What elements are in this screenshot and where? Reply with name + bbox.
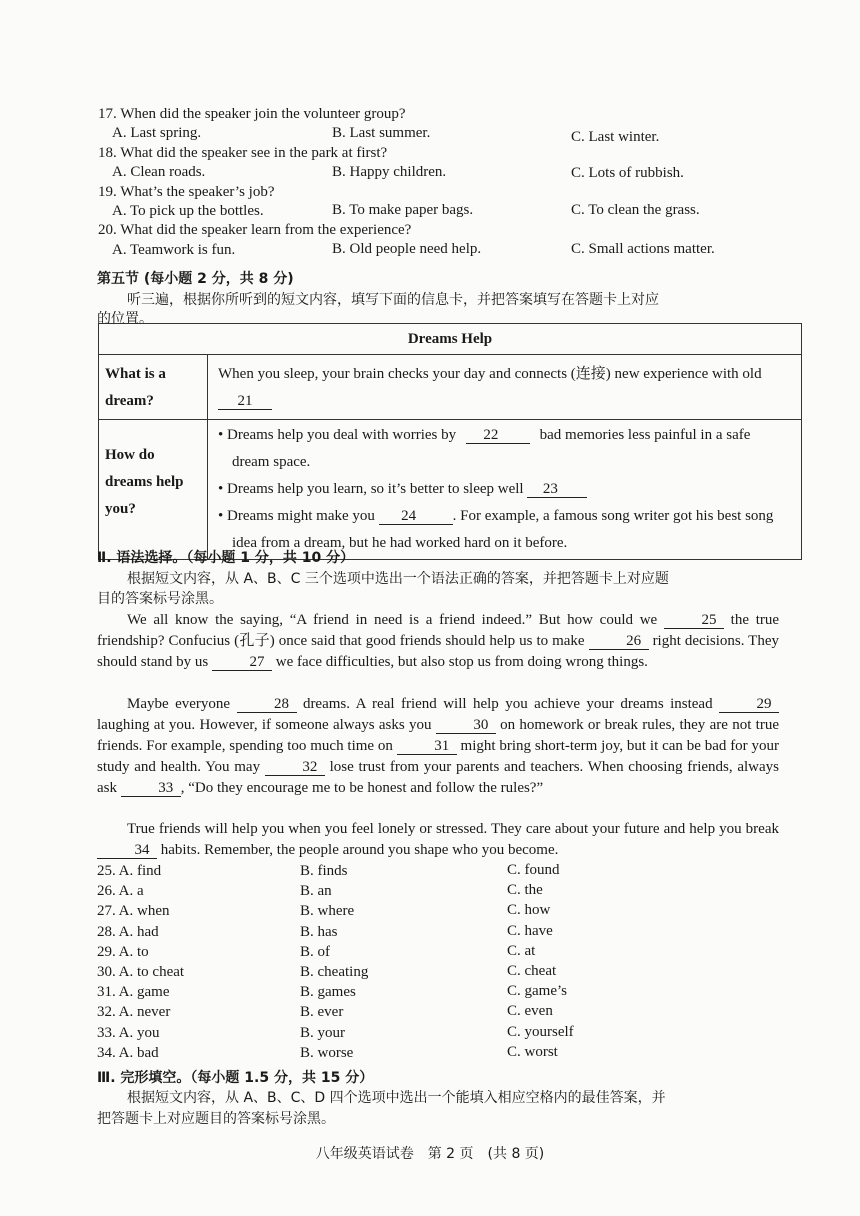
blank-34: 34 xyxy=(97,843,157,859)
option-29-a: 29. A. to xyxy=(97,943,149,960)
option-33-a: 33. A. you xyxy=(97,1024,160,1041)
option-31-a: 31. A. game xyxy=(97,984,170,1001)
section5-instruction-line2: 的位置。 xyxy=(97,311,153,327)
option-33-b: B. your xyxy=(300,1024,345,1041)
cloze-instruction-line1: 根据短文内容，从 A、B、C、D 四个选项中选出一个能填入相应空格内的最佳答案，并 xyxy=(127,1090,666,1106)
option-29-b: B. of xyxy=(300,943,330,960)
row1-heading: What is a dream? xyxy=(99,355,208,420)
dreams-help-table xyxy=(98,323,802,560)
blank-26: 26 xyxy=(589,634,649,650)
option-33-c: C. yourself xyxy=(507,1023,574,1040)
bullet-2: • Dreams help you learn, so it’s better to sleep well 23 xyxy=(218,476,791,503)
grammar-paragraph-1: We all know the saying, “A friend in need is a friend indeed.” But how could we 25 the true friendship? Confucius (孔子) once said that good friends should help us to make 26 right decisions. They should stand by us 27 we face difficulties, but also stop us from doing wrong things. xyxy=(97,612,780,670)
bullet-3: • Dreams might make you 24 . For example, a famous song writer got his best song idea from a dream, but he had worked hard on it before. xyxy=(218,508,774,551)
option-30-b: B. cheating xyxy=(300,964,369,981)
option-26-a: 26. A. a xyxy=(97,883,144,900)
cloze-instruction-line2: 把答题卡上对应题目的答案标号涂黑。 xyxy=(97,1111,335,1127)
question-20-stem: 20. What did the speaker learn from the experience? xyxy=(98,222,412,238)
option-25-a: 25. A. find xyxy=(97,863,162,879)
row1-text: When you sleep, your brain checks your day and connects (连接) new experience with old xyxy=(218,366,762,382)
blank-32: 32 xyxy=(265,760,325,776)
question-17-option-a: A. Last spring. xyxy=(112,125,202,141)
option-29-c: C. at xyxy=(507,942,536,959)
question-17-option-c: C. Last winter. xyxy=(571,129,660,145)
blank-33: 33 xyxy=(121,781,181,797)
option-30-c: C. cheat xyxy=(507,963,557,980)
grammar-paragraph-2: Maybe everyone 28 dreams. A real friend will help you achieve your dreams instead 29 laughing at you. However, if someone always asks you 30 on homework or break rules, they are not true friends. For example, spending too much time on 31 might bring short-term joy, but it can be bad for your study and health. You may 32 lose trust from your parents and teachers. When choosing friends, always ask 33 , “Do they encourage me to be honest and follow the rules?” xyxy=(97,696,779,796)
section5-instruction-line1: 听三遍，根据你所听到的短文内容，填写下面的信息卡，并把答案填写在答题卡上对应 xyxy=(127,292,659,308)
question-20-option-a: A. Teamwork is fun. xyxy=(112,242,236,258)
option-31-b: B. games xyxy=(300,984,356,1001)
option-26-c: C. the xyxy=(507,882,543,899)
blank-22: 22 xyxy=(466,427,530,444)
grammar-paragraph-3: True friends will help you when you feel lonely or stressed. They care about your future and help you break 34 habits. Remember, the people around you shape who you become. xyxy=(97,819,779,861)
option-27-b: B. where xyxy=(300,903,355,920)
option-25-b: B. finds xyxy=(300,863,348,879)
question-19-stem: 19. What’s the speaker’s job? xyxy=(98,184,275,200)
question-17-option-b: B. Last summer. xyxy=(332,125,431,141)
option-34-b: B. worse xyxy=(300,1044,354,1061)
question-19-option-a: A. To pick up the bottles. xyxy=(112,203,264,219)
question-18-option-b: B. Happy children. xyxy=(332,164,447,180)
section5-heading: 第五节 (每小题 2 分，共 8 分) xyxy=(97,271,294,287)
question-18-option-a: A. Clean roads. xyxy=(112,164,206,180)
options-column-a xyxy=(97,861,184,1063)
option-25-c: C. found xyxy=(507,862,560,878)
bullet-1: • Dreams help you deal with worries by 22 bad memories less painful in a safe dream space. xyxy=(218,427,751,470)
option-32-b: B. ever xyxy=(300,1004,344,1021)
grammar-instruction-line2: 目的答案标号涂黑。 xyxy=(97,591,223,607)
blank-31: 31 xyxy=(397,739,457,755)
option-34-c: C. worst xyxy=(507,1043,558,1060)
blank-28: 28 xyxy=(237,697,297,713)
cloze-heading: Ⅲ. 完形填空。（每小题 1.5 分，共 15 分） xyxy=(97,1070,374,1086)
question-19-option-b: B. To make paper bags. xyxy=(332,202,474,218)
blank-24: 24 xyxy=(379,508,453,525)
options-column-c xyxy=(507,860,574,1062)
option-28-c: C. have xyxy=(507,922,553,939)
row2-heading: How do dreams help you? xyxy=(99,420,208,560)
option-27-a: 27. A. when xyxy=(97,903,170,920)
page-footer: 八年级英语试卷 第 2 页 (共 8 页) xyxy=(315,1146,545,1162)
option-31-c: C. game’s xyxy=(507,983,567,1000)
question-17-stem: 17. When did the speaker join the volunteer group? xyxy=(98,106,406,122)
row2-content xyxy=(208,420,802,560)
grammar-heading: Ⅱ. 语法选择。（每小题 1 分，共 10 分） xyxy=(97,550,355,566)
option-32-a: 32. A. never xyxy=(97,1004,171,1021)
option-26-b: B. an xyxy=(300,883,332,900)
question-20-option-c: C. Small actions matter. xyxy=(571,241,715,257)
option-28-a: 28. A. had xyxy=(97,923,159,940)
row1-content xyxy=(208,355,802,420)
question-20-option-b: B. Old people need help. xyxy=(332,241,482,257)
option-30-a: 30. A. to cheat xyxy=(97,964,185,981)
options-column-b xyxy=(300,861,368,1063)
option-32-c: C. even xyxy=(507,1003,553,1020)
option-28-b: B. has xyxy=(300,923,338,940)
table-title: Dreams Help xyxy=(99,324,802,355)
blank-21: 21 xyxy=(218,393,272,410)
blank-27: 27 xyxy=(212,655,272,671)
option-27-c: C. how xyxy=(507,902,551,919)
blank-23: 23 xyxy=(527,481,587,498)
question-18-stem: 18. What did the speaker see in the park at first? xyxy=(98,145,388,161)
blank-29: 29 xyxy=(719,697,779,713)
question-18-option-c: C. Lots of rubbish. xyxy=(571,165,684,181)
grammar-instruction-line1: 根据短文内容，从 A、B、C 三个选项中选出一个语法正确的答案，并把答题卡上对应题 xyxy=(127,571,669,587)
question-19-option-c: C. To clean the grass. xyxy=(571,202,700,218)
option-34-a: 34. A. bad xyxy=(97,1044,159,1061)
blank-25: 25 xyxy=(664,613,724,629)
blank-30: 30 xyxy=(436,718,496,734)
